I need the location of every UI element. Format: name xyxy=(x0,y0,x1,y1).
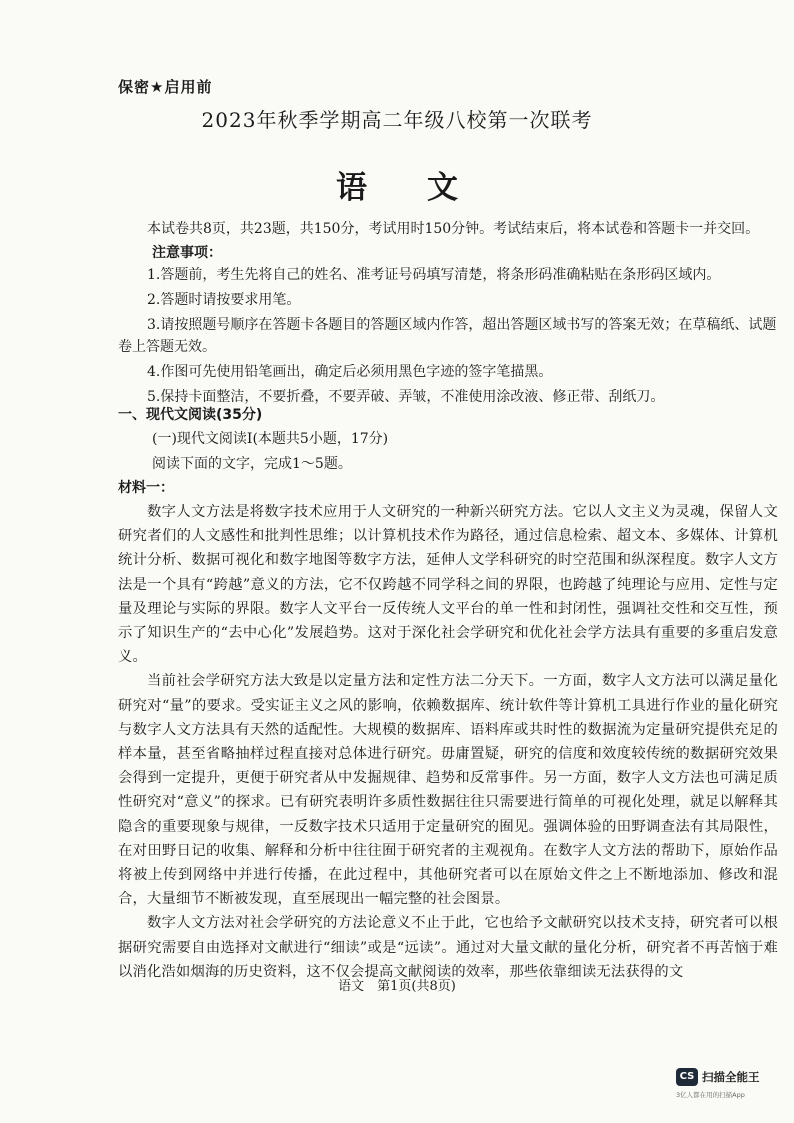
material-label: 材料一： xyxy=(118,480,174,496)
exam-intro xyxy=(118,218,780,240)
subject-title xyxy=(0,162,794,207)
note-item: 3.请按照题号顺序在答题卡各题目的答题区域内作答，超出答题区域书写的答案无效；在草稿纸、试题卷上答题无效。 xyxy=(118,317,777,355)
reading-instruction: 阅读下面的文字，完成1～5题。 xyxy=(152,456,352,472)
exam-info-text: 本试卷共8页，共23题，共150分，考试用时150分钟。考试结束后，将本试卷和答题卡一并交回。 xyxy=(147,221,760,237)
note-item: 1.答题前，考生先将自己的姓名、准考证号码填写清楚，将条形码准确粘贴在条形码区域内。 xyxy=(147,267,721,283)
page-footer: 语文 第1页(共8页) xyxy=(338,979,456,994)
confidential-label: 保密★启用前 xyxy=(118,78,213,96)
section-heading: 一、现代文阅读(35分) xyxy=(118,407,263,423)
camscanner-icon: CS xyxy=(676,1068,698,1086)
watermark-subtitle: 3亿人都在用的扫描App xyxy=(676,1091,745,1099)
note-item: 4.作图可先使用铅笔画出，确定后必须用黑色字迹的签字笔描黑。 xyxy=(147,364,553,380)
subject-char-2: 文 xyxy=(427,170,458,206)
scanner-watermark xyxy=(676,1066,786,1102)
subject-char-1: 语 xyxy=(336,170,367,206)
material-text xyxy=(118,500,778,984)
body-paragraph: 当前社会学研究方法大致是以定量方法和定性方法二分天下。一方面，数字人文方法可以满足量化研究对“量”的要求。受实证主义之风的影响，依赖数据库、统计软件等计算机工具进行作业的量化研究与数字人文方法具有天然的适配性。大规模的数据库、语料库或共时性的数据流为定量研究提供充足的样本量，甚至省略抽样过程直接对总体进行研究。毋庸置疑，研究的信度和效度较传统的数据研究效果会得到一定提升，更便于研究者从中发掘规律、趋势和反常事件。另一方面，数字人文方法也可满足质性研究对“意义”的探求。已有研究表明许多质性数据往往只需要进行简单的可视化处理，就足以解释其隐含的重要现象与规律，一反数字技术只适用于定量研究的囿见。强调体验的田野调查法有其局限性，在对田野日记的收集、解释和分析中往往囿于研究者的主观视角。在数字人文方法的帮助下，原始作品将被上传到网络中并进行传播，在此过程中，其他研究者可以在原始文件之上不断地添加、修改和混合，大量细节不断被发现，直至展现出一幅完整的社会图景。 xyxy=(118,673,778,908)
body-paragraph: 数字人文方法对社会学研究的方法论意义不止于此，它也给予文献研究以技术支持，研究者可以根据研究需要自由选择对文献进行“细读”或是“远读”。通过对大量文献的量化分析，研究者不再苦恼于难以消化浩如烟海的历史资料，这不仅会提高文献阅读的效率，那些依靠细读无法获得的文 xyxy=(118,915,778,980)
body-paragraph: 数字人文方法是将数字技术应用于人文研究的一种新兴研究方法。它以人文主义为灵魂，保留人文研究者们的人文感性和批判性思维；以计算机技术作为路径，通过信息检索、超文本、多媒体、计算机统计分析、数据可视化和数字地图等数字方法，延伸人文学科研究的时空范围和纵深程度。数字人文方法是一个具有“跨越”意义的方法，它不仅跨越不同学科之间的界限，也跨越了纯理论与应用、定性与定量及理论与实际的界限。数字人文平台一反传统人文平台的单一性和封闭性，强调社交性和交互性，预示了知识生产的“去中心化”发展趋势。这对于深化社会学研究和优化社会学方法具有重要的多重启发意义。 xyxy=(118,504,778,666)
watermark-name: 扫描全能王 xyxy=(702,1070,760,1084)
subsection-heading: (一)现代文阅读Ⅰ(本题共5小题，17分) xyxy=(152,431,389,447)
notes-list xyxy=(118,264,780,408)
notes-heading: 注意事项： xyxy=(152,245,222,261)
note-item: 2.答题时请按要求用笔。 xyxy=(147,292,301,308)
note-item: 5.保持卡面整洁，不要折叠，不要弄破、弄皱，不准使用涂改液、修正带、刮纸刀。 xyxy=(147,389,665,405)
exam-title: 2023年秋季学期高二年级八校第一次联考 xyxy=(201,108,593,132)
